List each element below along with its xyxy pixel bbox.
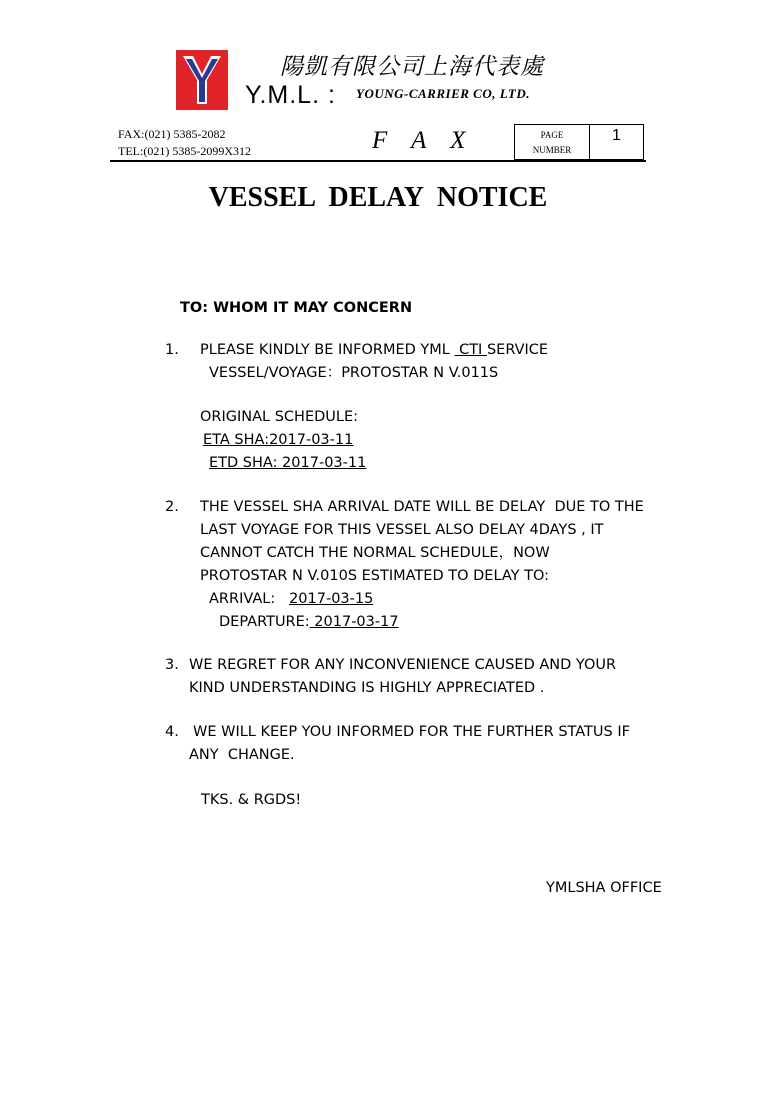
item-3-line-2: KIND UNDERSTANDING IS HIGHLY APPRECIATED . bbox=[189, 680, 545, 696]
closing-regards: TKS. & RGDS! bbox=[201, 792, 302, 808]
item-2-number: 2. bbox=[165, 499, 179, 515]
contact-info bbox=[118, 126, 251, 160]
signature-office: YMLSHA OFFICE bbox=[546, 880, 662, 896]
fax-number: FAX:(021) 5385-2082 bbox=[118, 127, 226, 141]
item-2-line-3: CANNOT CATCH THE NORMAL SCHEDULE，NOW bbox=[200, 545, 550, 561]
notice-title: VESSEL DELAY NOTICE bbox=[208, 182, 548, 213]
item-1-line-1: PLEASE KINDLY BE INFORMED YML CTI SERVICE bbox=[200, 342, 549, 358]
page-number-label: PAGE NUMBER bbox=[515, 125, 590, 159]
company-name-english: YOUNG-CARRIER CO, LTD. bbox=[356, 86, 531, 101]
new-arrival: ARRIVAL: 2017-03-15 bbox=[209, 591, 374, 607]
arrival-date: 2017-03-15 bbox=[289, 591, 374, 607]
document-type: F A X bbox=[372, 127, 475, 154]
header-divider bbox=[110, 160, 646, 162]
company-abbreviation: Y.M.L. : bbox=[245, 81, 336, 109]
item-4-number: 4. bbox=[165, 724, 179, 740]
item-1-number: 1. bbox=[165, 342, 179, 358]
company-name-chinese: 陽凱有限公司上海代表處 bbox=[280, 54, 544, 80]
item-2-line-2: LAST VOYAGE FOR THIS VESSEL ALSO DELAY 4DAYS , IT bbox=[200, 522, 604, 538]
page-number-value: 1 bbox=[612, 127, 621, 144]
page-number-box bbox=[514, 124, 644, 160]
item-2-line-1: THE VESSEL SHA ARRIVAL DATE WILL BE DELAY DUE TO THE bbox=[200, 499, 644, 515]
departure-date: 2017-03-17 bbox=[309, 614, 399, 630]
tel-number: TEL:(021) 5385-2099X312 bbox=[118, 144, 251, 158]
new-departure: DEPARTURE: 2017-03-17 bbox=[219, 614, 399, 630]
recipient-line: TO: WHOM IT MAY CONCERN bbox=[180, 300, 413, 316]
original-eta: ETA SHA:2017-03-11 bbox=[203, 432, 354, 448]
item-2-line-4: PROTOSTAR N V.010S ESTIMATED TO DELAY TO: bbox=[200, 568, 550, 584]
vessel-voyage: VESSEL/VOYAGE：PROTOSTAR N V.011S bbox=[209, 365, 499, 381]
item-4-line-1: WE WILL KEEP YOU INFORMED FOR THE FURTHER STATUS IF bbox=[193, 724, 630, 740]
original-schedule-heading: ORIGINAL SCHEDULE: bbox=[200, 409, 359, 425]
original-etd: ETD SHA: 2017-03-11 bbox=[209, 455, 367, 471]
item-4-line-2: ANY CHANGE. bbox=[189, 747, 295, 763]
item-3-line-1: WE REGRET FOR ANY INCONVENIENCE CAUSED AND YOUR bbox=[189, 657, 617, 673]
service-code: CTI bbox=[454, 342, 487, 358]
item-3-number: 3. bbox=[165, 657, 179, 673]
company-logo bbox=[176, 50, 228, 110]
